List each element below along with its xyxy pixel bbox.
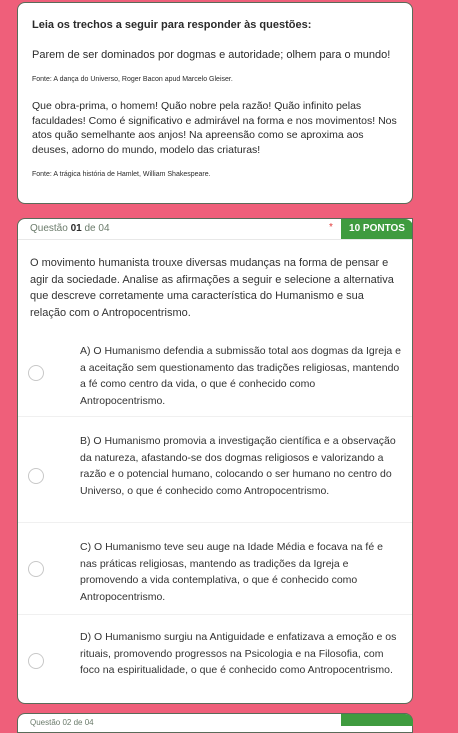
option-a-text: A) O Humanismo defendia a submissão total aos dogmas da Igreja e a aceitação sem questionamento das tradições religiosas, mantendo a fé como centro da vida, o que é conhecido como Antropocentrismo. — [80, 345, 402, 407]
reading-intro: Leia os trechos a seguir para responder às questões: — [32, 19, 312, 31]
question-label-prefix: Questão — [30, 223, 68, 234]
option-d-text: D) O Humanismo surgiu na Antiguidade e enfatizava a emoção e os rituais, promovendo progressos na Psicologia e na Filosofia, com foco na espiritualidade, o que é conhecido como Antropocentrismo. — [80, 631, 397, 676]
option-a-radio[interactable] — [28, 365, 44, 381]
required-asterisk: * — [329, 222, 333, 233]
points-badge: 10 PONTOS — [341, 219, 413, 239]
next-question-label: Questão 02 de 04 — [30, 718, 94, 727]
next-question-card — [17, 713, 413, 733]
question-label — [30, 223, 110, 234]
option-d[interactable] — [18, 621, 412, 704]
source-shakespeare: Fonte: A trágica história de Hamlet, William Shakespeare. — [32, 171, 211, 178]
option-b-text: B) O Humanismo promovia a investigação científica e a observação da natureza, afastando-se dos dogmas religiosos e valorizando a razão e o potencial humano, colocando o ser humano no centro do Universo, o que é conhecido como Antropocentrismo. — [80, 435, 396, 497]
option-b-radio[interactable] — [28, 468, 44, 484]
option-a[interactable] — [18, 337, 412, 417]
question-statement: O movimento humanista trouxe diversas mudanças na forma de pensar e agir da sociedade. Analise as afirmações a seguir e selecione a alternativa que descreve corretamente uma característica do Humanismo e sua relação com o Antropocentrismo. — [30, 257, 394, 319]
next-points-badge — [341, 714, 413, 726]
option-c-text: C) O Humanismo teve seu auge na Idade Média e focava na fé e nas práticas religiosas, mantendo as tradições da Igreja e promovendo a vida contemplativa, o que é conhecido como Antropocentrismo. — [80, 541, 383, 603]
question-header — [18, 219, 412, 240]
source-bacon: Fonte: A dança do Universo, Roger Bacon apud Marcelo Gleiser. — [32, 76, 233, 83]
quote-bacon: Parem de ser dominados por dogmas e autoridade; olhem para o mundo! — [32, 49, 391, 61]
option-c-radio[interactable] — [28, 561, 44, 577]
quote-shakespeare: Que obra-prima, o homem! Quão nobre pela razão! Quão infinito pelas faculdades! Como é significativo e admirável na forma e nos movimentos! Nos atos quão semelhante aos anjos! Na apreensão como se aproxima aos deuses, adorno do mundo, modelo das criaturas! — [32, 100, 397, 156]
option-d-radio[interactable] — [28, 653, 44, 669]
question-card — [17, 218, 413, 704]
option-b[interactable] — [18, 423, 412, 523]
reading-text-card — [17, 2, 413, 204]
question-number: 01 — [70, 223, 82, 234]
question-total: de 04 — [84, 223, 110, 234]
option-c[interactable] — [18, 531, 412, 615]
